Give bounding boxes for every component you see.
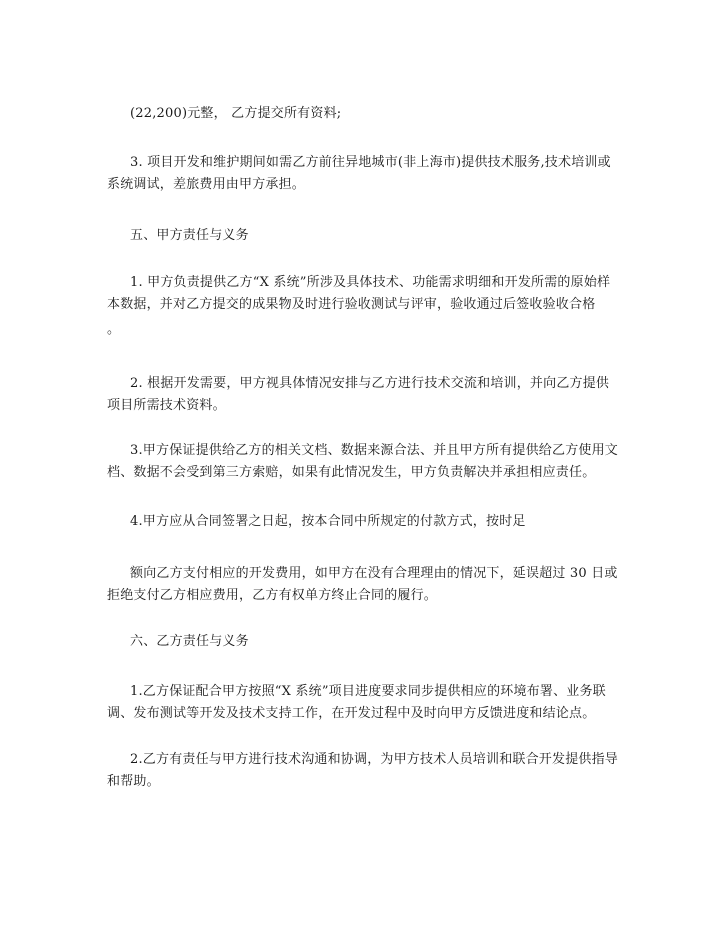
text-line-party-a-1-end: 。 [107, 322, 121, 337]
text-line-party-b-2-start: 2.乙方有责任与甲方进行技术沟通和协调，为甲方技术人员培训和联合开发提供指导 [130, 752, 619, 767]
text-line-clause-3-start: 3. 项目开发和维护期间如需乙方前往异地城市(非上海市)提供技术服务,技术培训或 [130, 155, 611, 170]
text-line-party-a-4-continued: 额向乙方支付相应的开发费用，如甲方在没有合理理由的情况下，延误超过 30 日或 [130, 566, 618, 581]
text-line-party-a-1-start: 1. 甲方负责提供乙方“X 系统”所涉及具体技术、功能需求明细和开发所需的原始样 [130, 275, 611, 290]
text-line-party-a-3-end: 档、数据不会受到第三方索赔，如果有此情况发生，甲方负责解决并承担相应责任。 [107, 465, 596, 480]
text-line-party-b-2-end: 和帮助。 [107, 774, 160, 789]
text-line-party-a-1-middle: 本数据，并对乙方提交的成果物及时进行验收测试与评审，验收通过后签收验收合格 [107, 297, 596, 312]
section-heading-party-a: 五、甲方责任与义务 [130, 228, 249, 243]
text-line-party-a-2-start: 2. 根据开发需要，甲方视具体情况安排与乙方进行技术交流和培训，并向乙方提供 [130, 376, 610, 391]
text-line-party-b-1-start: 1.乙方保证配合甲方按照“X 系统”项目进度要求同步提供相应的环境布署、业务联 [130, 684, 606, 699]
text-line-party-b-1-end: 调、发布测试等开发及技术支持工作，在开发过程中及时向甲方反馈进度和结论点。 [107, 706, 596, 721]
text-line-party-a-4-start: 4.甲方应从合同签署之日起，按本合同中所规定的付款方式，按时足 [130, 514, 526, 529]
text-line-party-a-4-end: 拒绝支付乙方相应费用，乙方有权单方终止合同的履行。 [107, 588, 438, 603]
text-line-clause-3-end: 系统调试，差旅费用由甲方承担。 [107, 177, 306, 192]
text-line-party-a-2-end: 项目所需技术资料。 [107, 398, 226, 413]
text-line-amount: (22,200)元整， 乙方提交所有资料; [130, 106, 342, 121]
text-line-party-a-3-start: 3.甲方保证提供给乙方的相关文档、数据来源合法、并且甲方所有提供给乙方使用文 [130, 443, 619, 458]
section-heading-party-b: 六、乙方责任与义务 [130, 634, 249, 649]
